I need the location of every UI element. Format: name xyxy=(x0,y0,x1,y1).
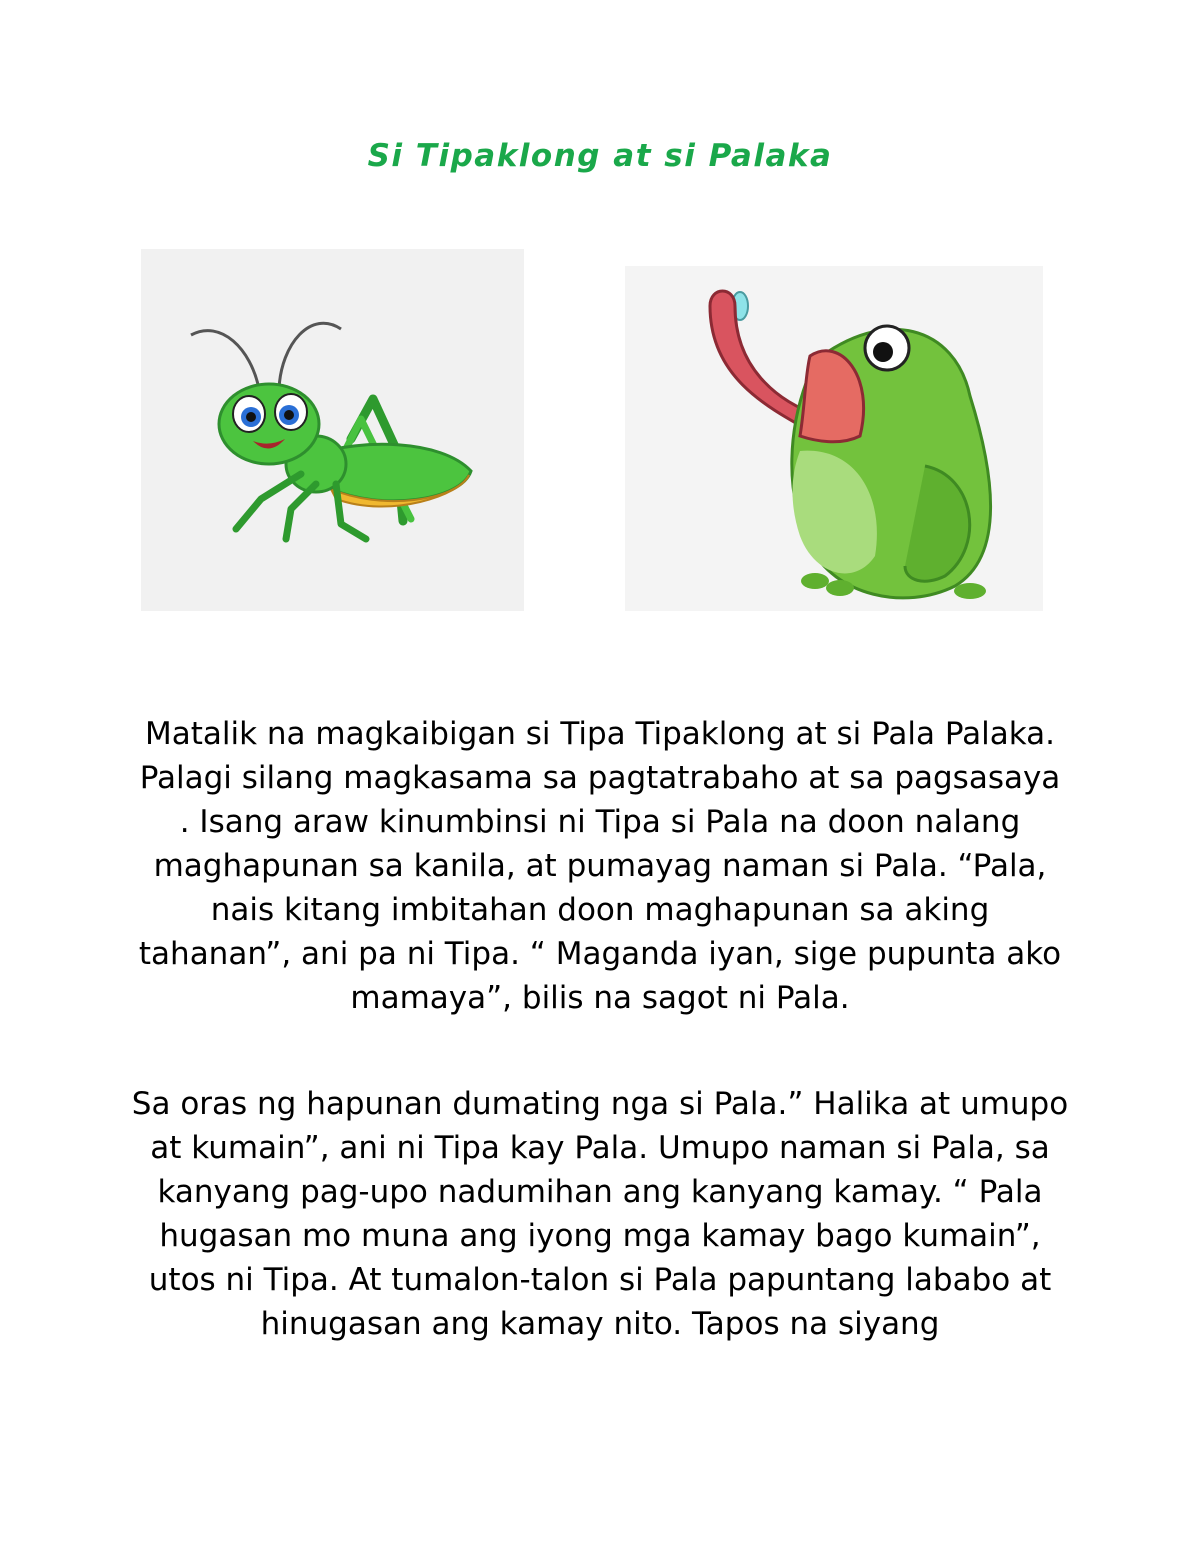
story-paragraph: Matalik na magkaibigan si Tipa Tipaklong at si Pala Palaka. Palagi silang magkasama sa pagtatrabaho at sa pagsasaya . Isang araw kinumbinsi ni Tipa si Pala na doon nalang maghapunan sa kanila, at pumayag naman si Pala. “Pala, nais kitang imbitahan doon maghapunan sa aking tahanan”, ani pa ni Tipa. “ Maganda iyan, sige pupunta ako mamaya”, bilis na sagot ni Pala. xyxy=(138,716,1062,1016)
grasshopper-illustration xyxy=(141,249,524,611)
story-title: Si Tipaklong at si Palaka xyxy=(367,138,833,174)
frog-illustration xyxy=(625,266,1043,611)
grasshopper-image xyxy=(141,249,524,611)
story-paragraph: Sa oras ng hapunan dumating nga si Pala.” Halika at umupo at kumain”, ani ni Tipa kay Pala. Umupo naman si Pala, sa kanyang pag-upo nadumihan ang kanyang kamay. “ Pala hugasan mo muna ang iyong mga kamay bago kumain”, utos ni Tipa. At tumalon-talon si Pala papuntang lababo at hinugasan ang kamay nito. Tapos na siyang xyxy=(131,1086,1069,1342)
frog-image xyxy=(625,266,1043,611)
